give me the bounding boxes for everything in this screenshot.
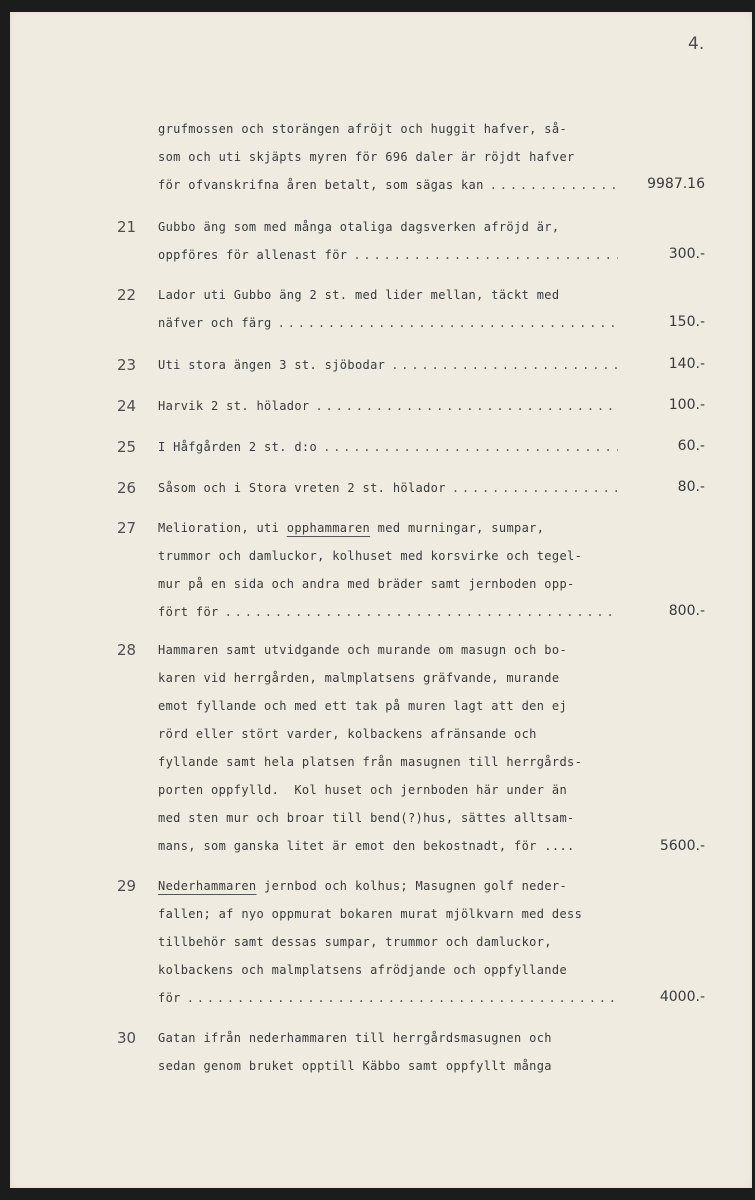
entry-leader-line	[158, 248, 618, 262]
entry-line: näfver och färg	[158, 316, 272, 330]
dot-leader	[278, 316, 618, 330]
entry-amount: 60.-	[677, 438, 705, 454]
text-segment: med murningar, sumpar,	[370, 521, 545, 535]
entry-line: Hammaren samt utvidgande och murande om masugn och bo-	[158, 643, 568, 657]
entry-line: sedan genom bruket opptill Käbbo samt oppfyllt många	[158, 1059, 552, 1073]
entry-line: Gubbo äng som med många otaliga dagsverken afröjd är,	[158, 220, 560, 234]
entry-line	[158, 521, 544, 535]
entry-line: fört för	[158, 605, 219, 619]
entry-line: Uti stora ängen 3 st. sjöbodar	[158, 358, 386, 372]
entry-line: I Håfgården 2 st. d:o	[158, 440, 318, 454]
underlined-term: opphammaren	[286, 521, 371, 535]
intro-line: grufmossen och storängen afröjt och huggit hafver, så-	[158, 122, 568, 136]
entry-line: fyllande samt hela platsen från masugnen till herrgårds-	[158, 755, 583, 769]
entry-line: emot fyllande och med ett tak på muren lagt att den ej	[158, 699, 568, 713]
entry-line: för	[158, 991, 181, 1005]
dot-leader	[353, 248, 618, 262]
dot-leader	[323, 440, 618, 454]
entry-number: 21	[117, 218, 137, 236]
underlined-term: Nederhammaren	[158, 879, 257, 893]
text-segment: Melioration, uti	[158, 521, 287, 535]
entry-line: trummor och damluckor, kolhuset med korsvirke och tegel-	[158, 549, 583, 563]
entry-amount: 150.-	[668, 314, 705, 330]
text-segment: jernbod och kolhus; Masugnen golf neder-	[256, 879, 568, 893]
entry-number: 28	[117, 641, 137, 659]
entry-line: mans, som ganska litet är emot den bekostnadt, för ....	[158, 839, 575, 853]
dot-leader	[187, 991, 618, 1005]
dot-leader	[452, 481, 618, 495]
entry-amount: 100.-	[668, 397, 705, 413]
entry-number: 27	[117, 519, 137, 537]
entry-number: 25	[117, 438, 137, 456]
entry-line: mur på en sida och andra med bräder samt jernboden opp-	[158, 577, 575, 591]
entry-amount: 800.-	[668, 603, 705, 619]
entry-number: 30	[117, 1029, 137, 1047]
entry-number: 24	[117, 397, 137, 415]
entry-leader-line	[158, 358, 618, 372]
entry-line: Såsom och i Stora vreten 2 st. hölador	[158, 481, 446, 495]
entry-line: Harvik 2 st. hölador	[158, 399, 310, 413]
entry-line: tillbehör samt dessas sumpar, trummor och damluckor,	[158, 935, 552, 949]
dot-leader	[391, 358, 618, 372]
entry-number: 22	[117, 286, 137, 304]
entry-amount: 4000.-	[659, 989, 705, 1005]
entry-line: Lador uti Gubbo äng 2 st. med lider mellan, täckt med	[158, 288, 560, 302]
entry-line: oppföres för allenast för	[158, 248, 348, 262]
entry-line: Gatan ifrån nederhammaren till herrgårdsmasugnen och	[158, 1031, 552, 1045]
entry-line: kolbackens och malmplatsens afrödjande och oppfyllande	[158, 963, 568, 977]
dot-leader	[316, 399, 619, 413]
entry-leader-line	[158, 605, 618, 619]
entry-leader-line	[158, 481, 618, 495]
entry-line: med sten mur och broar till bend(?)hus, sättes alltsam-	[158, 811, 575, 825]
entry-amount: 5600.-	[659, 838, 705, 854]
entry-leader-line	[158, 399, 618, 413]
dot-leader	[225, 605, 618, 619]
entry-leader-line	[158, 316, 618, 330]
intro-amount: 9987.16	[647, 176, 705, 192]
entry-amount: 140.-	[668, 356, 705, 372]
entry-line: rörd eller stört varder, kolbackens afränsande och	[158, 727, 537, 741]
entry-line: fallen; af nyo oppmurat bokaren murat mjölkvarn med dess	[158, 907, 583, 921]
page-number: 4.	[688, 34, 705, 54]
entry-number: 23	[117, 356, 137, 374]
entry-number: 29	[117, 877, 137, 895]
entry-line: karen vid herrgården, malmplatsens gräfvande, murande	[158, 671, 560, 685]
entry-leader-line	[158, 440, 618, 454]
dot-leader	[490, 178, 618, 192]
entry-number: 26	[117, 479, 137, 497]
entry-leader-line	[158, 991, 618, 1005]
entry-line	[158, 879, 567, 893]
entry-line: porten oppfylld. Kol huset och jernboden här under än	[158, 783, 568, 797]
entry-amount: 300.-	[668, 246, 705, 262]
intro-line: för ofvanskrifna åren betalt, som sägas kan	[158, 178, 484, 192]
entry-amount: 80.-	[677, 479, 705, 495]
intro-leader-line	[158, 178, 618, 192]
intro-line: som och uti skjäpts myren för 696 daler är röjdt hafver	[158, 150, 575, 164]
